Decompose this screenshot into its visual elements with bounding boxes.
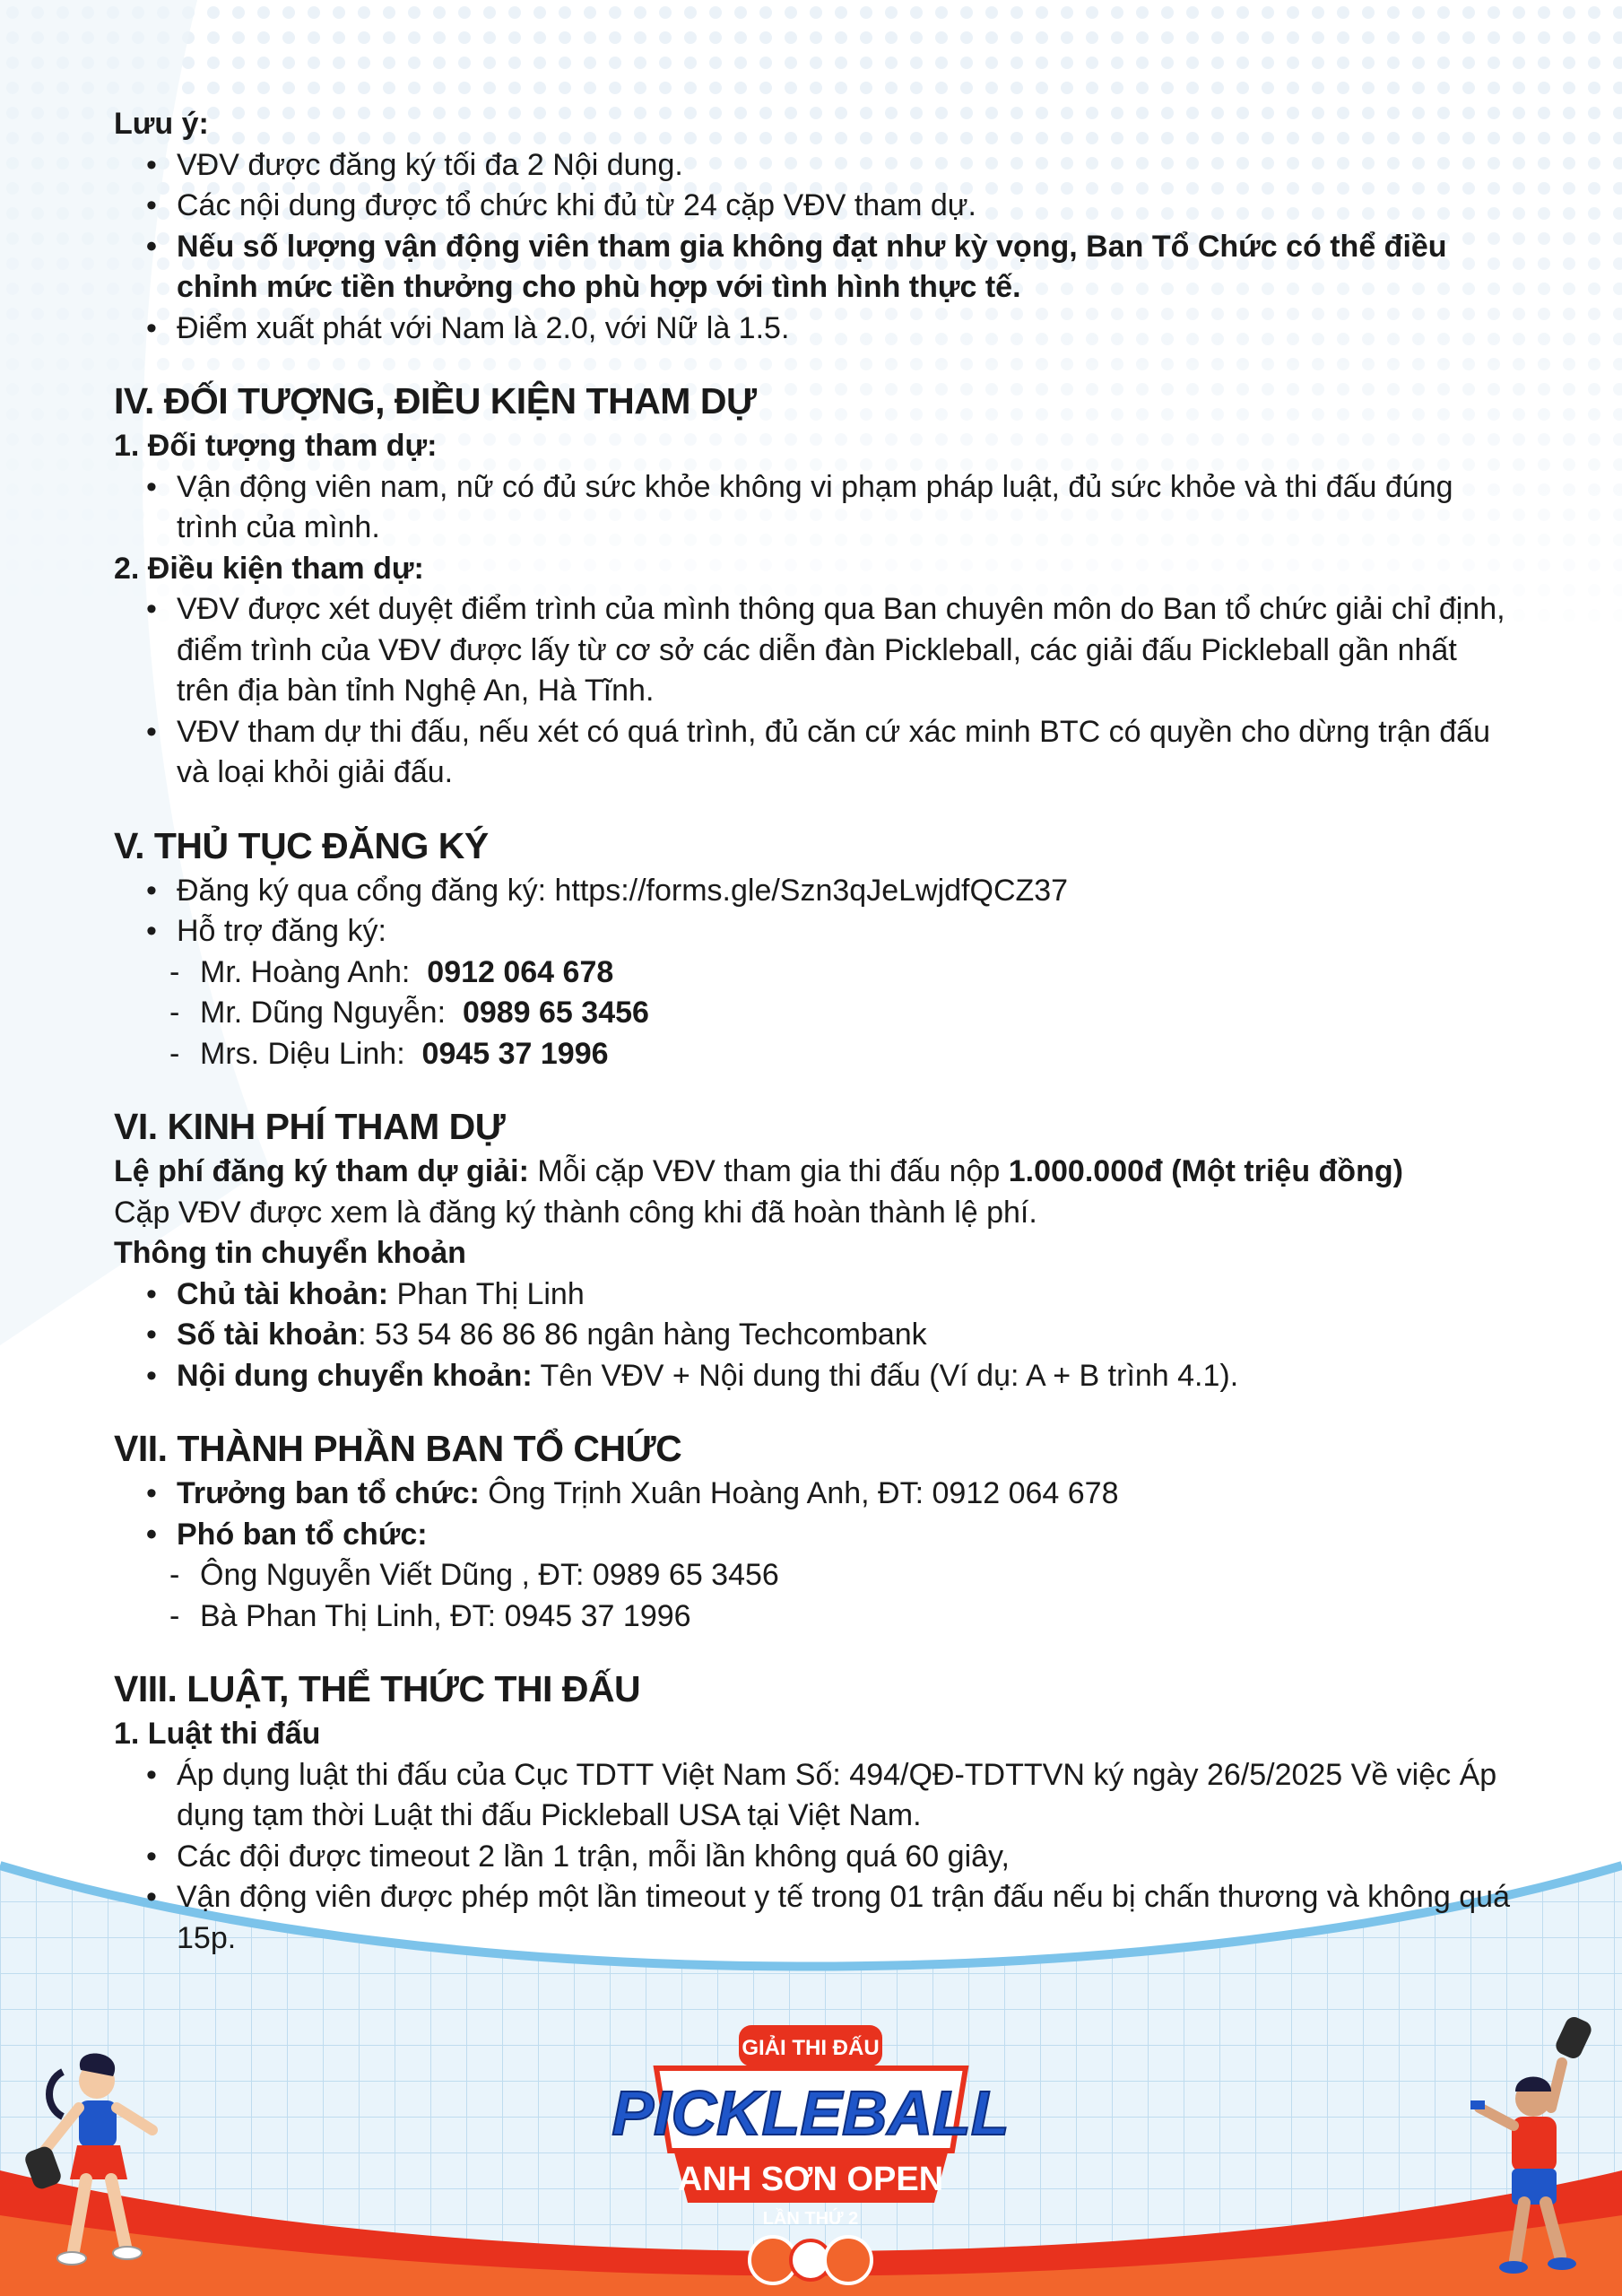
note-item: • Các nội dung được tổ chức khi đủ từ 24 cặp VĐV tham dự. xyxy=(177,186,1513,227)
contact-phone: 0945 37 1996 xyxy=(421,1036,609,1071)
fee-note: Cặp VĐV được xem là đăng ký thành công khi đã hoàn thành lệ phí. xyxy=(114,1195,1037,1230)
transfer-item xyxy=(177,1356,1513,1397)
transfer-label: Chủ tài khoản: xyxy=(177,1276,389,1311)
section-heading: V. THỦ TỤC ĐĂNG KÝ xyxy=(114,824,489,866)
transfer-label: Nội dung chuyển khoản: xyxy=(177,1358,533,1393)
organizer-head xyxy=(177,1474,1513,1515)
note-item: • Nếu số lượng vận động viên tham gia không đạt như kỳ vọng, Ban Tổ Chức có thể điều chỉnh mức tiền thưởng cho phù hợp với tình hình thực tế. xyxy=(177,227,1513,309)
note-title: Lưu ý: xyxy=(114,107,209,141)
organizers-list xyxy=(114,1474,1513,1555)
list-item: • VĐV tham dự thi đấu, nếu xét có quá trình, đủ căn cứ xác minh BTC có quyền cho dừng trận đấu và loại khỏi giải đấu. xyxy=(177,712,1513,794)
fee-amount: 1.000.000đ (Một triệu đồng) xyxy=(1008,1154,1403,1188)
note-item: • VĐV được đăng ký tối đa 2 Nội dung. xyxy=(177,145,1513,187)
support-label: • Hỗ trợ đăng ký: xyxy=(177,911,1513,952)
list-item: • VĐV được xét duyệt điểm trình của mình thông qua Ban chuyên môn do Ban tổ chức giải chỉ định, điểm trình của VĐV được lấy từ cơ sở các diễn đàn Pickleball, các giải đấu Pickleball gần nhất trên địa bàn tỉnh Nghệ An, Hà Tĩnh. xyxy=(177,589,1513,712)
fee-line xyxy=(114,1152,1513,1193)
contact-name: Mrs. Diệu Linh: xyxy=(200,1036,405,1071)
subheading: 1. Luật thi đấu xyxy=(114,1717,321,1751)
contact-item xyxy=(169,993,1513,1034)
logo-sub-text: ANH SƠN OPEN xyxy=(677,2161,944,2198)
document-body xyxy=(114,104,1513,1959)
section-heading: VIII. LUẬT, THỂ THỨC THI ĐẤU xyxy=(114,1668,641,1709)
section-heading: VII. THÀNH PHẦN BAN TỔ CHỨC xyxy=(114,1428,682,1469)
section-heading: IV. ĐỐI TƯỢNG, ĐIỀU KIỆN THAM DỰ xyxy=(114,380,757,422)
deputy-item: - Bà Phan Thị Linh, ĐT: 0945 37 1996 xyxy=(169,1596,1513,1638)
eligibility-list xyxy=(114,467,1513,549)
list-item: • Các đội được timeout 2 lần 1 trận, mỗi lần không quá 60 giây, xyxy=(177,1837,1513,1878)
list-item: • Vận động viên nam, nữ có đủ sức khỏe không vi phạm pháp luật, đủ sức khỏe và thi đấu đúng trình của mình. xyxy=(177,467,1513,549)
logo-top-text: GIẢI THI ĐẤU xyxy=(742,2036,880,2060)
contact-item xyxy=(169,1034,1513,1075)
transfer-value: : 53 54 86 86 86 ngân hàng Techcombank xyxy=(358,1318,927,1352)
organizer-label: Trưởng ban tổ chức: xyxy=(177,1476,480,1510)
fee-text: Mỗi cặp VĐV tham gia thi đấu nộp xyxy=(528,1154,1009,1188)
logo-main-text: PICKLEBALL xyxy=(612,2078,1010,2148)
male-player-illustration xyxy=(1462,2009,1614,2278)
contact-item xyxy=(169,952,1513,994)
transfer-value: Tên VĐV + Nội dung thi đấu (Ví dụ: A + B trình 4.1). xyxy=(532,1358,1239,1393)
transfer-item xyxy=(177,1315,1513,1356)
transfer-value: Phan Thị Linh xyxy=(388,1276,585,1311)
deputy-list xyxy=(114,1555,1513,1637)
registration-link[interactable]: • Đăng ký qua cổng đăng ký: https://forms.gle/Szn3qJeLwjdfQCZ37 xyxy=(177,871,1513,912)
transfer-item xyxy=(177,1274,1513,1316)
contact-list xyxy=(114,952,1513,1075)
logo-edition-text: LẦN THỨ 2 xyxy=(762,2209,859,2229)
contact-phone: 0912 064 678 xyxy=(427,954,614,989)
list-item: • Vận động viên được phép một lần timeout y tế trong 01 trận đấu nếu bị chấn thương và không quá 15p. xyxy=(177,1877,1513,1959)
conditions-list xyxy=(114,589,1513,794)
subheading: 2. Điều kiện tham dự: xyxy=(114,551,424,586)
transfer-title: Thông tin chuyển khoản xyxy=(114,1236,466,1270)
note-list xyxy=(114,145,1513,350)
transfer-label: Số tài khoản xyxy=(177,1318,359,1352)
tournament-logo xyxy=(612,2025,1010,2294)
note-item: • Điểm xuất phát với Nam là 2.0, với Nữ là 1.5. xyxy=(177,309,1513,350)
contact-name: Mr. Hoàng Anh: xyxy=(200,954,411,989)
organizer-value: Ông Trịnh Xuân Hoàng Anh, ĐT: 0912 064 678 xyxy=(479,1476,1119,1510)
transfer-list xyxy=(114,1274,1513,1397)
registration-list xyxy=(114,871,1513,952)
rules-list xyxy=(114,1755,1513,1960)
fee-label: Lệ phí đăng ký tham dự giải: xyxy=(114,1154,529,1188)
female-player-illustration xyxy=(27,2045,170,2278)
list-item: • Áp dụng luật thi đấu của Cục TDTT Việt Nam Số: 494/QĐ-TDTTVN ký ngày 26/5/2025 Về việc Áp dụng tạm thời Luật thi đấu Pickleball USA tại Việt Nam. xyxy=(177,1755,1513,1837)
section-heading: VI. KINH PHÍ THAM DỰ xyxy=(114,1106,506,1147)
deputy-label: • Phó ban tổ chức: xyxy=(177,1515,1513,1556)
deputy-item: - Ông Nguyễn Viết Dũng , ĐT: 0989 65 3456 xyxy=(169,1555,1513,1596)
contact-name: Mr. Dũng Nguyễn: xyxy=(200,996,447,1030)
contact-phone: 0989 65 3456 xyxy=(462,996,649,1030)
logo-emblem-right xyxy=(825,2237,872,2283)
subheading: 1. Đối tượng tham dự: xyxy=(114,429,438,463)
